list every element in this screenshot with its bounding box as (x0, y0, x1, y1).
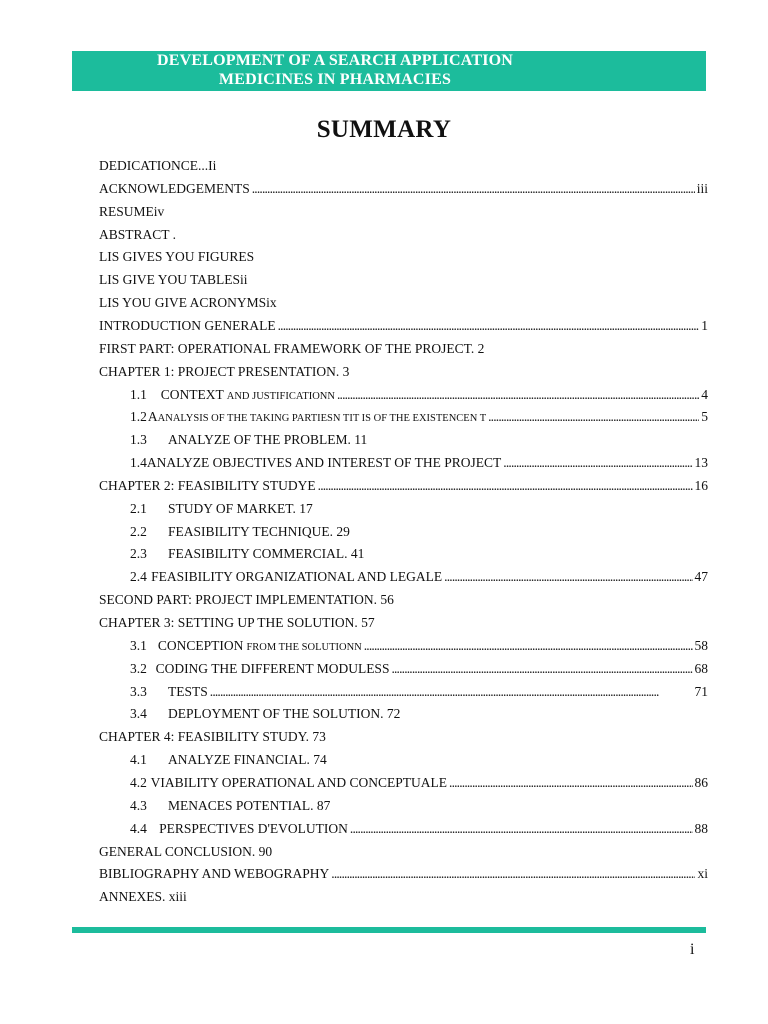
toc-entry-page: 47 (694, 569, 708, 585)
toc-entry[interactable] (130, 704, 400, 724)
toc-entry[interactable] (99, 202, 164, 222)
toc-entry-label: BIBLIOGRAPHY AND WEBOGRAPHY (99, 866, 330, 882)
toc-entry-label: FIRST PART: OPERATIONAL FRAMEWORK OF THE PROJECT. 2 (99, 340, 485, 356)
toc-entry-label: DEPLOYMENT OF THE SOLUTION. 72 (168, 706, 401, 722)
toc-entry-label: RESUMEiv (99, 203, 165, 219)
toc-entry-page: 1 (701, 317, 708, 333)
page-title: SUMMARY (316, 116, 452, 143)
toc-entry-label: CHAPTER 3: SETTING UP THE SOLUTION. 57 (99, 615, 375, 630)
toc-entry-page: 68 (694, 660, 708, 676)
toc-entry-label: FEASIBILITY TECHNIQUE. 29 (168, 523, 350, 539)
toc-entry-label-continued: IT IS OF THE EXISTENCEN T (349, 413, 487, 425)
toc-entry-label: CHAPTER 2: FEASIBILITY STUDYE (99, 477, 316, 493)
toc-entry[interactable] (130, 522, 350, 542)
toc-entry-label: DEDICATIONCE...Ii (99, 158, 217, 173)
toc-entry[interactable] (130, 819, 708, 839)
toc-entry[interactable] (130, 796, 330, 816)
toc-entry[interactable] (130, 499, 313, 519)
toc-entry-label: CONCEPTION (157, 637, 244, 653)
toc-entry-number: 2.3 (130, 546, 147, 562)
toc-entry-page: 71 (694, 683, 708, 699)
toc-entry-label: CODING THE DIFFERENT MODULESS (155, 660, 390, 676)
toc-entry[interactable] (99, 590, 394, 610)
toc-entry[interactable] (99, 179, 708, 199)
toc-entry-page: 58 (694, 637, 708, 653)
toc-entry-label: ANNEXES. xiii (99, 889, 187, 905)
toc-entry-label: LIS GIVES YOU FIGURES (99, 249, 255, 265)
header-band (72, 51, 706, 91)
toc-entry-label: ABSTRACT . (99, 226, 177, 242)
toc-dot-leader (488, 407, 699, 427)
toc-entry[interactable] (130, 544, 364, 564)
toc-entry-label: CONTEXT (160, 386, 224, 402)
toc-entry[interactable] (99, 476, 708, 496)
toc-entry[interactable] (99, 887, 187, 907)
toc-entry-page: 86 (694, 774, 708, 790)
toc-entry-page: 88 (694, 820, 708, 836)
toc-entry-label: LIS GIVE YOU TABLESii (99, 272, 248, 288)
toc-entry-label: STUDY OF MARKET. 17 (168, 500, 313, 516)
toc-entry-page: 4 (701, 386, 708, 402)
toc-entry-number: 2.1 (130, 500, 147, 516)
toc-entry-page: xi (697, 866, 708, 882)
toc-entry[interactable] (130, 659, 708, 679)
toc-entry[interactable] (99, 842, 272, 862)
toc-entry-label: SECOND PART: PROJECT IMPLEMENTATION. 56 (99, 592, 394, 608)
toc-entry-number: 3.3 (130, 683, 147, 699)
toc-dot-leader (337, 385, 699, 405)
toc-entry-number: 3.1 (130, 637, 147, 653)
toc-dot-leader (210, 682, 693, 702)
toc-entry[interactable] (99, 270, 248, 290)
toc-dot-leader (364, 636, 693, 656)
toc-entry-number: 4.2 (130, 774, 147, 790)
toc-entry-label: ANALYZE OF THE PROBLEM. 11 (168, 432, 368, 448)
toc-entry-page: 5 (701, 409, 708, 425)
toc-entry-number: 1.1 (130, 386, 147, 402)
toc-dot-leader (318, 476, 693, 496)
toc-entry[interactable] (99, 727, 326, 747)
toc-entry-label: VIABILITY OPERATIONAL AND CONCEPTUALE (150, 774, 448, 790)
toc-entry[interactable] (130, 750, 327, 770)
toc-entry[interactable] (99, 613, 375, 633)
header-title-line-2: MEDICINES IN PHARMACIES (218, 71, 452, 88)
toc-entry-number: 1.4 (130, 455, 147, 471)
toc-dot-leader (444, 567, 692, 587)
toc-entry[interactable] (130, 385, 708, 405)
toc-dot-leader (252, 179, 695, 199)
toc-entry[interactable] (130, 567, 708, 587)
toc-entry-page: 13 (694, 455, 708, 471)
toc-entry-number: 1.2 (130, 409, 147, 425)
toc-dot-leader (503, 453, 692, 473)
toc-entry[interactable] (130, 407, 708, 427)
toc-entry[interactable] (99, 864, 708, 884)
toc-entry-label: PERSPECTIVES D'EVOLUTION (159, 820, 348, 836)
toc-entry[interactable] (99, 225, 176, 245)
toc-entry[interactable] (99, 362, 349, 382)
toc-entry[interactable] (99, 316, 708, 336)
toc-entry-label: FEASIBILITY COMMERCIAL. 41 (168, 546, 365, 562)
toc-entry-label: ANALYZE FINANCIAL. 74 (168, 752, 327, 768)
toc-entry-label: A (147, 409, 158, 425)
toc-entry-label-smallcaps: ANALYSIS OF THE TAKING PARTIESN T (157, 413, 350, 425)
toc-entry[interactable] (130, 773, 708, 793)
toc-entry-label-smallcaps: AND JUSTIFICATIONN (226, 390, 335, 402)
toc-entry-label: TESTS (168, 683, 208, 699)
toc-entry[interactable] (99, 156, 216, 176)
toc-entry-number: 4.4 (130, 820, 147, 836)
header-title-line-1: DEVELOPMENT OF A SEARCH APPLICATION (156, 52, 514, 69)
toc-entry-label: CHAPTER 4: FEASIBILITY STUDY. 73 (99, 729, 326, 745)
toc-entry-number: 2.4 (130, 569, 147, 585)
toc-dot-leader (278, 316, 700, 336)
page-number: i (690, 941, 695, 958)
toc-entry[interactable] (99, 293, 277, 313)
toc-entry-page: 16 (694, 477, 708, 493)
toc-entry-label: ACKNOWLEDGEMENTS (99, 180, 250, 196)
toc-entry-number: 3.4 (130, 706, 147, 722)
toc-entry-number: 4.3 (130, 797, 147, 813)
toc-entry-page: iii (696, 180, 708, 196)
toc-entry-label: CHAPTER 1: PROJECT PRESENTATION. 3 (99, 363, 350, 379)
toc-entry[interactable] (130, 636, 708, 656)
toc-entry[interactable] (130, 430, 367, 450)
toc-entry[interactable] (99, 247, 254, 267)
toc-entry-number: 4.1 (130, 752, 147, 768)
footer-rule (72, 927, 706, 933)
toc-dot-leader (449, 773, 692, 793)
toc-entry-number: 1.3 (130, 432, 147, 448)
toc-dot-leader (331, 864, 695, 884)
toc-entry[interactable] (130, 682, 708, 702)
toc-entry-label: MENACES POTENTIAL. 87 (168, 797, 331, 813)
toc-entry-number: 2.2 (130, 523, 147, 539)
toc-entry-label-smallcaps: FROM THE SOLUTIONN (246, 641, 362, 653)
toc-entry[interactable] (130, 453, 708, 473)
toc-entry-label: LIS YOU GIVE ACRONYMSix (99, 295, 277, 311)
toc-entry-label: INTRODUCTION GENERALE (99, 317, 276, 333)
toc-entry-label: ANALYZE OBJECTIVES AND INTEREST OF THE PROJECT (146, 455, 502, 471)
toc-entry-label: GENERAL CONCLUSION. 90 (99, 843, 273, 859)
toc-dot-leader (391, 659, 692, 679)
toc-entry[interactable] (99, 339, 484, 359)
toc-entry-number: 3.2 (130, 660, 147, 676)
toc-entry-label: FEASIBILITY ORGANIZATIONAL AND LEGALE (151, 569, 443, 585)
toc-dot-leader (350, 819, 693, 839)
